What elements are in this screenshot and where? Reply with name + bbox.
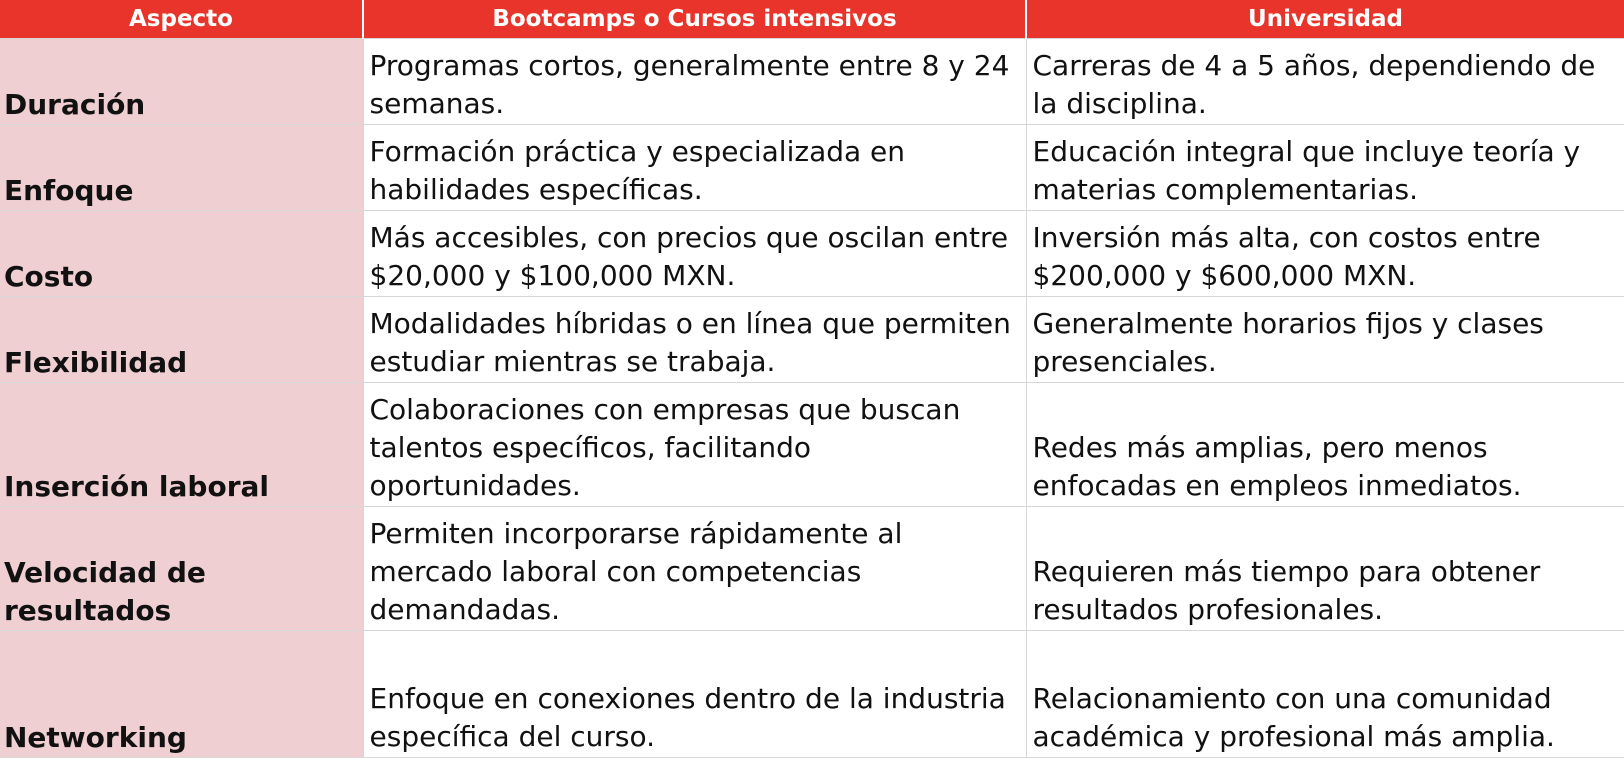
bootcamp-cell: Programas cortos, generalmente entre 8 y 24 semanas. [363, 39, 1026, 125]
table-row [0, 297, 1624, 383]
university-cell: Relacionamiento con una comunidad académica y profesional más amplia. [1026, 631, 1624, 758]
university-cell: Redes más amplias, pero menos enfocadas en empleos inmediatos. [1026, 383, 1624, 507]
university-cell: Inversión más alta, con costos entre $200,000 y $600,000 MXN. [1026, 211, 1624, 297]
bootcamp-cell: Enfoque en conexiones dentro de la industria específica del curso. [363, 631, 1026, 758]
bootcamp-cell: Colaboraciones con empresas que buscan talentos específicos, facilitando oportunidades. [363, 383, 1026, 507]
aspect-cell: Inserción laboral [0, 383, 363, 507]
university-cell: Carreras de 4 a 5 años, dependiendo de la disciplina. [1026, 39, 1624, 125]
university-cell: Generalmente horarios fijos y clases presenciales. [1026, 297, 1624, 383]
table-row [0, 631, 1624, 758]
table-header [0, 0, 1624, 39]
university-cell: Requieren más tiempo para obtener resultados profesionales. [1026, 507, 1624, 631]
aspect-cell: Velocidad de resultados [0, 507, 363, 631]
header-row [0, 0, 1624, 39]
table-row [0, 507, 1624, 631]
bootcamp-cell: Modalidades híbridas o en línea que permiten estudiar mientras se trabaja. [363, 297, 1026, 383]
bootcamp-cell: Permiten incorporarse rápidamente al mercado laboral con competencias demandadas. [363, 507, 1026, 631]
bootcamp-cell: Formación práctica y especializada en habilidades específicas. [363, 125, 1026, 211]
bootcamp-cell: Más accesibles, con precios que oscilan entre $20,000 y $100,000 MXN. [363, 211, 1026, 297]
header-bootcamp: Bootcamps o Cursos intensivos [363, 0, 1026, 39]
aspect-cell: Flexibilidad [0, 297, 363, 383]
table-row [0, 39, 1624, 125]
header-aspect: Aspecto [0, 0, 363, 39]
header-university: Universidad [1026, 0, 1624, 39]
aspect-cell: Costo [0, 211, 363, 297]
table-body [0, 39, 1624, 758]
university-cell: Educación integral que incluye teoría y materias complementarias. [1026, 125, 1624, 211]
table-row [0, 211, 1624, 297]
table-row [0, 383, 1624, 507]
aspect-cell: Networking [0, 631, 363, 758]
table-row [0, 125, 1624, 211]
aspect-cell: Enfoque [0, 125, 363, 211]
aspect-cell: Duración [0, 39, 363, 125]
